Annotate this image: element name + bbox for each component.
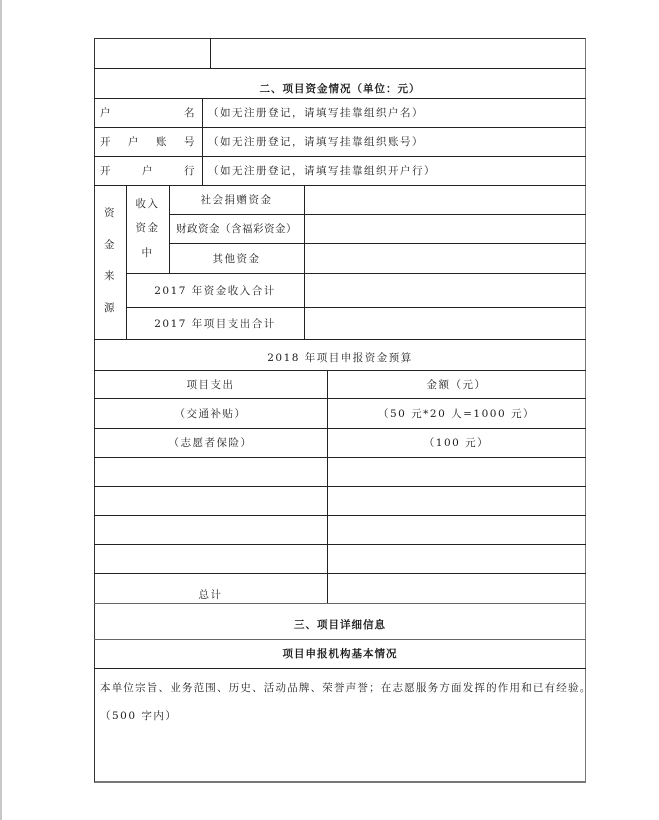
top-right-cell[interactable]	[210, 38, 586, 68]
budget-row-item[interactable]	[94, 486, 327, 515]
budget-row-amount[interactable]	[327, 515, 586, 544]
budget-row-amount[interactable]	[327, 544, 586, 573]
budget-row-amount[interactable]: （100 元）	[423, 437, 490, 449]
expense-total-label: 2017 年项目支出合计	[154, 317, 276, 330]
budget-row-amount[interactable]	[327, 457, 586, 486]
income-other-label: 其他资金	[212, 252, 261, 265]
page-edge	[0, 0, 2, 820]
account-number-field[interactable]: （如无注册登记，请填写挂靠组织账号）	[208, 136, 424, 148]
budget-row-item[interactable]: （志愿者保险）	[168, 437, 253, 449]
section2-title: 二、项目资金情况（单位：元）	[259, 82, 421, 95]
income-total-field[interactable]	[304, 273, 586, 307]
budget-row-item[interactable]	[94, 457, 327, 486]
top-left-cell[interactable]	[94, 38, 210, 68]
budget-row-amount[interactable]	[327, 486, 586, 515]
budget-row-item[interactable]	[94, 544, 327, 573]
section3-subtitle: 项目申报机构基本情况	[282, 648, 398, 660]
budget-row-item[interactable]: （交通补贴）	[174, 407, 247, 420]
description-prompt: 本单位宗旨、业务范围、历史、活动品牌、荣誉声誉；在志愿服务方面发挥的作用和已有经验。	[100, 682, 592, 694]
account-name-field[interactable]: （如无注册登记，请填写挂靠组织户名）	[208, 107, 424, 119]
funding-form	[94, 38, 592, 783]
income-donation-field[interactable]	[304, 185, 586, 214]
income-total-label: 2017 年资金收入合计	[154, 284, 276, 297]
budget-total-label: 总计	[198, 588, 223, 601]
org-description-field[interactable]	[100, 674, 592, 730]
bank-label: 开 户 行	[100, 165, 196, 177]
section3-title: 三、项目详细信息	[294, 618, 386, 631]
funding-source-label: 资 金 来 源	[104, 207, 116, 314]
budget-title: 2018 年项目申报资金预算	[267, 352, 413, 364]
income-label: 收入 资金 中	[135, 197, 160, 260]
expense-total-field[interactable]	[304, 307, 586, 339]
budget-row-amount[interactable]: （50 元*20 人=1000 元）	[377, 407, 535, 420]
bank-field[interactable]: （如无注册登记，请填写挂靠组织开户行）	[208, 165, 436, 177]
budget-total-field[interactable]	[327, 573, 586, 603]
budget-row-item[interactable]	[94, 515, 327, 544]
income-donation-label: 社会捐赠资金	[200, 194, 273, 206]
income-other-field[interactable]	[304, 243, 586, 273]
budget-header-item: 项目支出	[186, 378, 235, 391]
account-name-label: 户 名	[100, 107, 196, 119]
budget-header-amount: 金额（元）	[426, 378, 487, 391]
description-limit: （500 字内）	[100, 710, 178, 722]
income-fiscal-label: 财政资金（含福彩资金）	[176, 223, 297, 235]
account-number-label: 开 户 账 号	[100, 136, 196, 148]
income-fiscal-field[interactable]	[304, 214, 586, 243]
